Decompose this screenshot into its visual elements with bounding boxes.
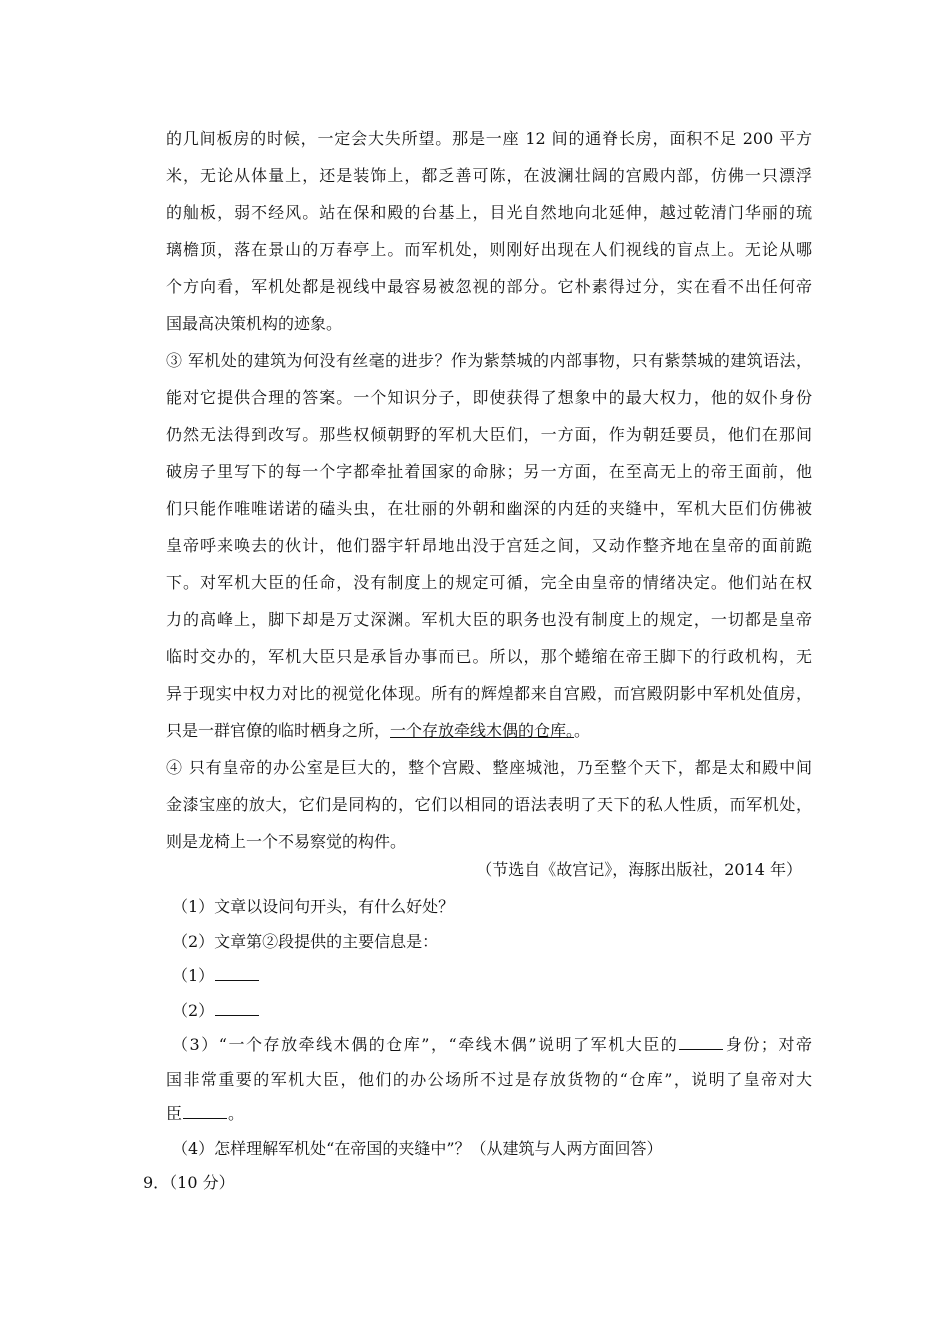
question-text: （3）“一个存放牵线木偶的仓库”，“牵线木偶”说明了军机大臣的 (172, 1035, 679, 1054)
question-2: （2）文章第②段提供的主要信息是： (172, 931, 439, 951)
question-2-answer-1 (172, 959, 812, 994)
text-line: 临时交办的，军机大臣只是承旨办事而已。所以，那个蜷缩在帝王脚下的行政机构，无 (166, 647, 812, 666)
question-list (166, 890, 812, 1166)
text-line-with-underline (166, 712, 812, 749)
text-line: 能对它提供合理的答案。一个知识分子，即使获得了想象中的最大权力，他的奴仆身份 (166, 388, 812, 407)
question-text: 。 (228, 1104, 245, 1123)
text-segment: 只是一群官僚的临时栖身之所， (166, 721, 391, 740)
question-text: 臣 (166, 1104, 183, 1123)
question-2-answer-2 (172, 994, 812, 1029)
question-3-line-1 (172, 1028, 812, 1063)
text-line: 的舢板，弱不经风。站在保和殿的台基上，目光自然地向北延伸，越过乾清门华丽的琉 (166, 203, 812, 222)
question-3-line-2: 国非常重要的军机大臣，他们的办公场所不过是存放货物的“仓库”，说明了皇帝对大 (166, 1069, 812, 1089)
answer-blank[interactable] (183, 1104, 227, 1119)
question-3-line-3 (166, 1097, 812, 1132)
question-9-header: 9．（10 分） (143, 1173, 235, 1192)
paragraph-3 (166, 342, 812, 749)
answer-blank[interactable] (215, 1001, 259, 1016)
text-segment: 。 (574, 721, 591, 740)
text-line: 个方向看，军机处都是视线中最容易被忽视的部分。它朴素得过分，实在看不出任何帝 (166, 277, 812, 296)
answer-blank[interactable] (679, 1035, 723, 1050)
text-line: 破房子里写下的每一个字都牵扯着国家的命脉；另一方面，在至高无上的帝王面前，他 (166, 462, 812, 481)
answer-blank[interactable] (215, 966, 259, 981)
text-line: 仍然无法得到改写。那些权倾朝野的军机大臣们，一方面，作为朝廷要员，他们在那间 (166, 425, 812, 444)
paragraph-2-tail (166, 120, 812, 342)
paragraph-4 (166, 749, 812, 860)
text-line: 则是龙椅上一个不易察觉的构件。 (166, 832, 407, 851)
underlined-phrase: 一个存放牵线木偶的仓库。 (390, 721, 575, 740)
text-line: 力的高峰上，脚下却是万丈深渊。军机大臣的职务也没有制度上的规定，一切都是皇帝 (166, 610, 812, 629)
text-line: 皇帝呼来唤去的伙计，他们器宇轩昂地出没于宫廷之间，又动作整齐地在皇帝的面前跪 (166, 536, 812, 555)
text-line: ③ 军机处的建筑为何没有丝毫的进步？作为紫禁城的内部事物，只有紫禁城的建筑语法， (166, 351, 812, 370)
text-line: 下。对军机大臣的任命，没有制度上的规定可循，完全由皇帝的情绪决定。他们站在权 (166, 573, 812, 592)
text-line: 异于现实中权力对比的视觉化体现。所有的辉煌都来自宫殿，而宫殿阴影中军机处值房， (166, 684, 812, 703)
text-line: 璃檐顶，落在景山的万春亭上。而军机处，则刚好出现在人们视线的盲点上。无论从哪 (166, 240, 812, 259)
text-line: 们只能作唯唯诺诺的磕头虫，在壮丽的外朝和幽深的内廷的夹缝中，军机大臣们仿佛被 (166, 499, 812, 518)
question-text: 身份；对帝 (724, 1035, 812, 1054)
text-line: 的几间板房的时候，一定会大失所望。那是一座 12 间的通脊长房，面积不足 200 平方 (166, 129, 812, 148)
text-line: 国最高决策机构的迹象。 (166, 314, 343, 333)
source-citation: （节选自《故宫记》，海豚出版社，2014 年） (476, 860, 802, 879)
answer-label: （2） (172, 1000, 215, 1020)
question-4: （4）怎样理解军机处“在帝国的夹缝中”？（从建筑与人两方面回答） (172, 1138, 663, 1158)
text-line: ④ 只有皇帝的办公室是巨大的，整个宫殿、整座城池，乃至整个天下，都是太和殿中间 (166, 758, 812, 777)
answer-label: （1） (172, 966, 215, 985)
text-line: 米，无论从体量上，还是装饰上，都乏善可陈，在波澜壮阔的宫殿内部，仿佛一只漂浮 (166, 166, 812, 185)
text-line: 金漆宝座的放大，它们是同构的，它们以相同的语法表明了天下的私人性质，而军机处， (166, 795, 812, 814)
question-1: （1）文章以设问句开头，有什么好处？ (172, 897, 455, 916)
